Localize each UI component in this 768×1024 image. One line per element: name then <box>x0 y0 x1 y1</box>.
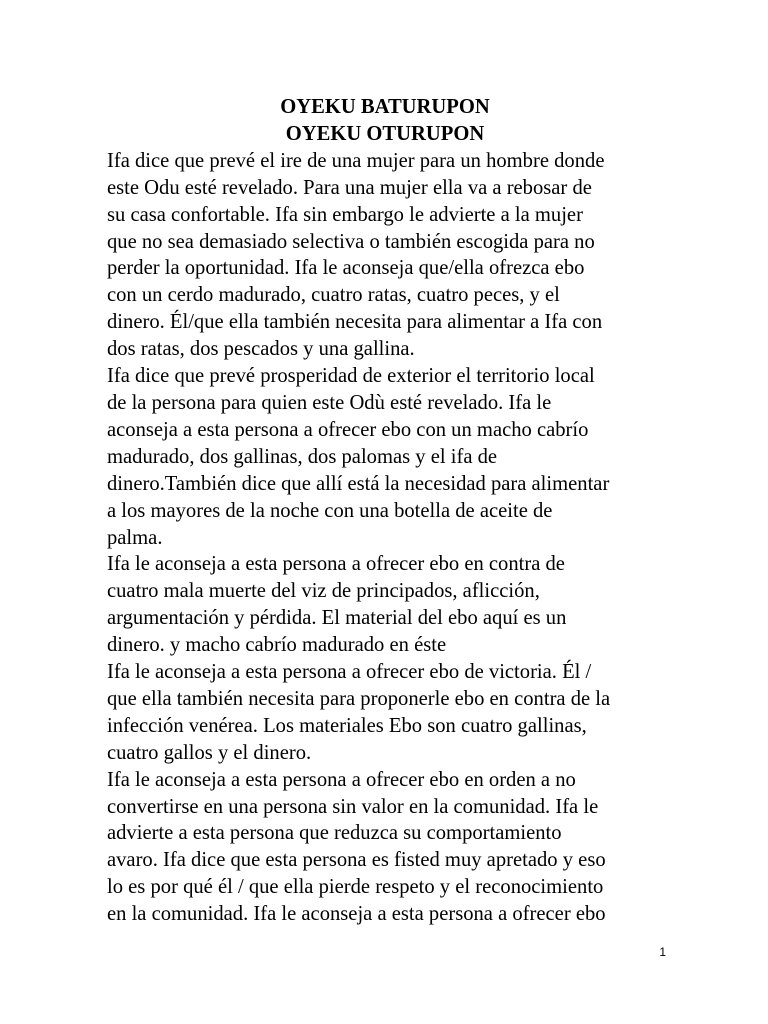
paragraph-4: Ifa le aconseja a esta persona a ofrecer ebo de victoria. Él / que ella también necesita para proponerle ebo en contra de la infección venérea. Los materiales Ebo son cuatro gallinas, cuatro gallos y el dinero. <box>107 661 611 764</box>
paragraph-3: Ifa le aconseja a esta persona a ofrecer ebo en contra de cuatro mala muerte del viz de principados, aflicción, argumentación y pérdida. El material del ebo aquí es un dinero. y macho cabrío madurado en éste <box>107 553 567 657</box>
paragraph-2: Ifa dice que prevé prosperidad de exterior el territorio local de la persona para quien este Odù esté revelado. Ifa le aconseja a esta persona a ofrecer ebo con un macho cabrío madurado, dos gallinas, dos palomas y el ifa de dinero.También dice que allí está la necesidad para alimentar a los mayores de la noche con una botella de aceite de palma. <box>107 365 610 549</box>
page-number: 1 <box>659 945 666 959</box>
paragraph-5: Ifa le aconseja a esta persona a ofrecer ebo en orden a no convertirse en una persona sin valor en la comunidad. Ifa le advierte a esta persona que reduzca su comportamiento avaro. Ifa dice que esta persona es fisted muy apretado y eso lo es por qué él / que ella pierde respeto y el reconocimiento en la comunidad. Ifa le aconseja a esta persona a ofrecer ebo <box>107 768 606 926</box>
document-title-line-2: OYEKU OTURUPON <box>285 122 485 145</box>
paragraph-1: Ifa dice que prevé el ire de una mujer para un hombre donde este Odu esté revelado. Para una mujer ella va a rebosar de su casa confortable. Ifa sin embargo le advierte a la mujer que no sea demasiado selectiva o también escogida para no perder la oportunidad. Ifa le aconseja que/ella ofrezca ebo con un cerdo madurado, cuatro ratas, cuatro peces, y el dinero. Él/que ella también necesita para alimentar a Ifa con dos ratas, dos pescados y una gallina. <box>107 149 605 361</box>
document-body <box>107 94 663 928</box>
document-title-line-1: OYEKU BATURUPON <box>280 96 490 118</box>
